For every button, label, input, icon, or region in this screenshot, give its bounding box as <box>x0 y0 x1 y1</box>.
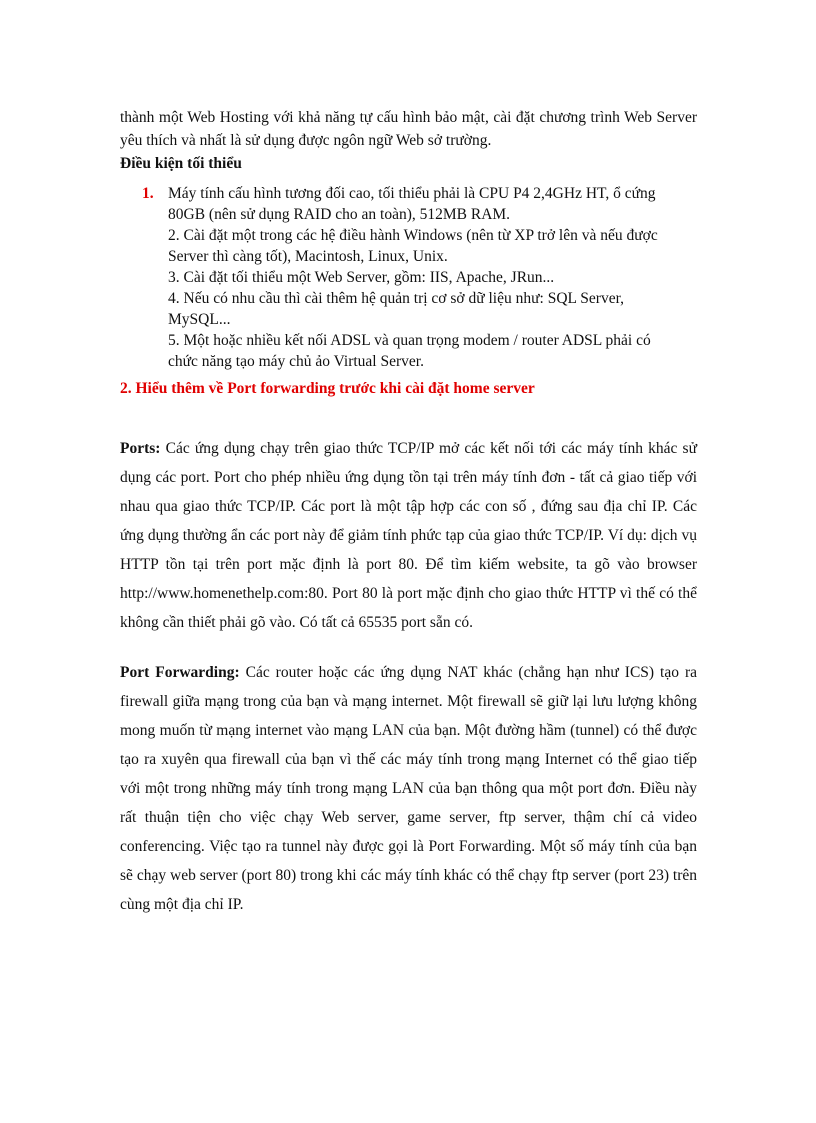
condition-item-3 <box>142 267 682 288</box>
intro-paragraph: thành một Web Hosting với khả năng tự cấu hình bảo mật, cài đặt chương trình Web Server yêu thích và nhất là sử dụng được ngôn ngữ Web sở trường. <box>120 109 697 149</box>
condition-text: 2. Cài đặt một trong các hệ điều hành Windows (nên từ XP trở lên và nếu được Server thì càng tốt), Macintosh, Linux, Unix. <box>168 227 658 265</box>
conditions-list <box>142 183 682 372</box>
condition-item-1 <box>142 183 682 225</box>
paragraph-text: Các router hoặc các ứng dụng NAT khác (chẳng hạn như ICS) tạo ra firewall giữa mạng trong của bạn và mạng internet. Một firewall sẽ giữ lại lưu lượng không mong muốn từ mạng internet vào mạng LAN của bạn. Một đường hầm (tunnel) có thể được tạo ra xuyên qua firewall của bạn vì thế các máy tính trong mạng Internet có thể giao tiếp với một trong những máy tính trong mạng LAN của bạn thông qua một port đơn. Điều này rất thuận tiện cho việc chạy Web server, game server, ftp server, thậm chí cả video conferencing. Việc tạo ra tunnel này được gọi là Port Forwarding. Một số máy tính của bạn sẽ chạy web server (port 80) trong khi các máy tính khác có thể chạy ftp server (port 23) trên cùng một địa chỉ IP. <box>120 664 698 913</box>
list-number: 1. <box>142 185 154 202</box>
paragraph-lead: Ports: <box>120 440 161 457</box>
condition-item-2 <box>142 225 682 267</box>
condition-text: 3. Cài đặt tối thiểu một Web Server, gồm: IIS, Apache, JRun... <box>168 269 555 286</box>
condition-text: 4. Nếu có nhu cầu thì cài thêm hệ quản trị cơ sở dữ liệu như: SQL Server, MySQL... <box>168 290 624 328</box>
ports-paragraph <box>120 434 697 637</box>
condition-item-5 <box>142 330 682 372</box>
paragraph-lead: Port Forwarding: <box>120 664 240 681</box>
port-forwarding-paragraph <box>120 658 697 919</box>
paragraph-text: Các ứng dụng chạy trên giao thức TCP/IP mở các kết nối tới các máy tính khác sử dụng các port. Port cho phép nhiều ứng dụng tồn tại trên máy tính đơn - tất cả giao tiếp với nhau qua giao thức TCP/IP. Các port là một tập hợp các con số , đứng sau địa chỉ IP. Các ứng dụng thường ẩn các port này để giảm tính phức tạp của giao thức TCP/IP. Ví dụ: dịch vụ HTTP tồn tại trên port mặc định là port 80. Để tìm kiếm website, ta gõ vào browser http://www.homenethelp.com:80. Port 80 là port mặc định cho giao thức HTTP vì thế có thể không cần thiết phải gõ vào. Có tất cả 65535 port sẵn có. <box>120 440 697 631</box>
condition-text: Máy tính cấu hình tương đối cao, tối thiểu phải là CPU P4 2,4GHz HT, ổ cứng 80GB (nên sử dụng RAID cho an toàn), 512MB RAM. <box>168 185 656 223</box>
conditions-heading: Điều kiện tối thiểu <box>120 155 242 172</box>
condition-text: 5. Một hoặc nhiều kết nối ADSL và quan trọng modem / router ADSL phải có chức năng tạo máy chủ ảo Virtual Server. <box>168 332 651 370</box>
condition-item-4 <box>142 288 682 330</box>
section-heading: 2. Hiểu thêm về Port forwarding trước khi cài đặt home server <box>120 380 535 397</box>
